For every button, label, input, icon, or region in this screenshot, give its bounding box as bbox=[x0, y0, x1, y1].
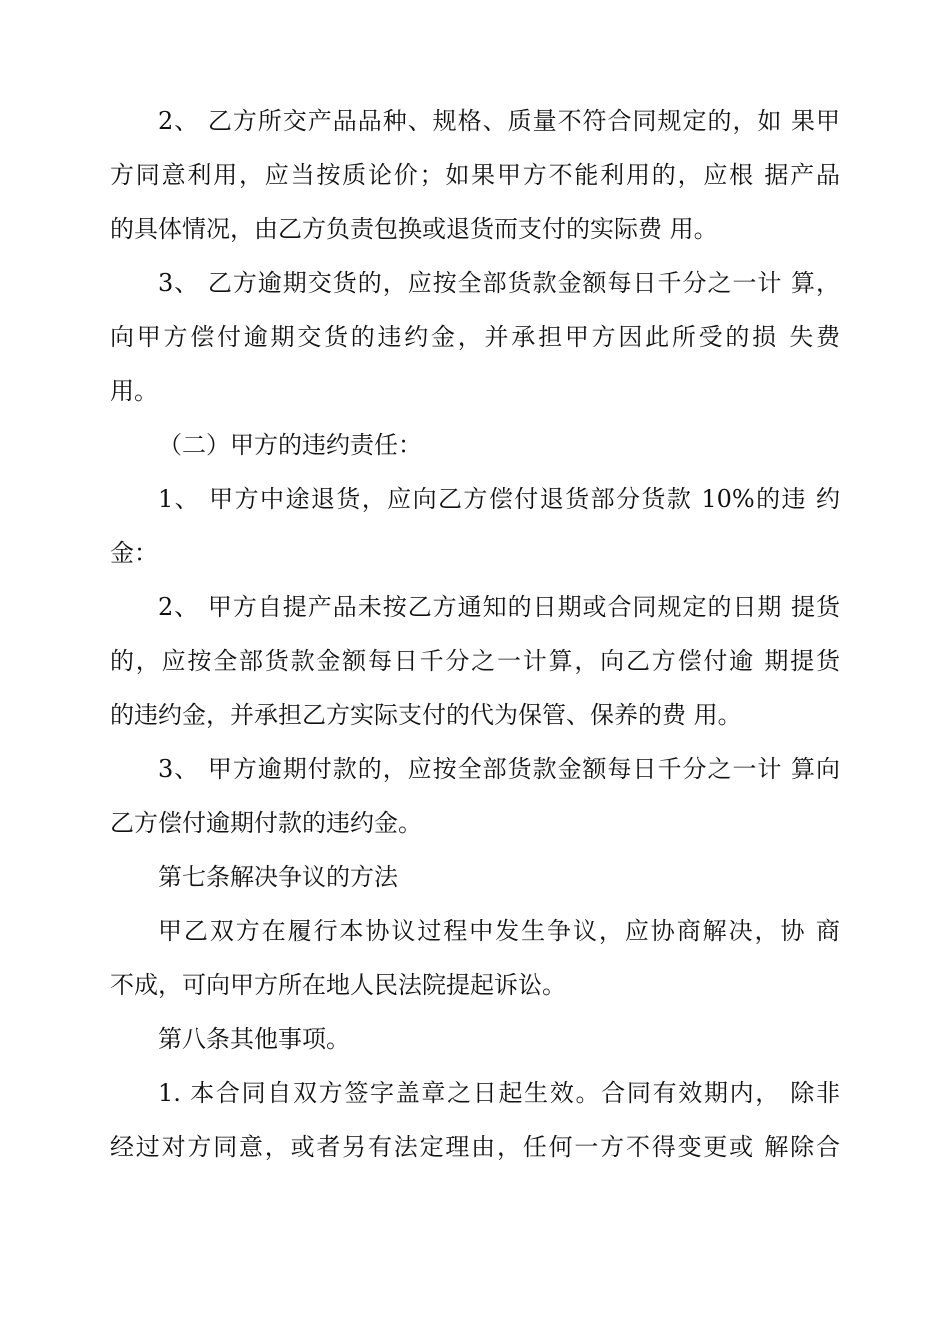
paragraph-contract-effective bbox=[110, 1066, 840, 1174]
article-heading-other-matters bbox=[110, 1012, 840, 1066]
text-line: 甲乙双方在履行本协议过程中发生争议，应协商解决，协 商 bbox=[158, 917, 840, 945]
text-line: 用。 bbox=[110, 377, 158, 405]
paragraph-late-delivery bbox=[110, 256, 840, 418]
text-line: 1. 本合同自双方签字盖章之日起生效。合同有效期内， 除非 bbox=[158, 1079, 840, 1107]
paragraph-dispute-resolution bbox=[110, 904, 840, 1012]
text-line: （二）甲方的违约责任： bbox=[158, 431, 422, 459]
text-line: 不成，可向甲方所在地人民法院提起诉讼。 bbox=[110, 971, 566, 999]
text-line: 1、 甲方中途退货，应向乙方偿付退货部分货款 10%的违 约 bbox=[158, 485, 840, 513]
text-line: 2、 乙方所交产品品种、规格、质量不符合同规定的，如 果甲 bbox=[158, 107, 840, 135]
text-line: 的，应按全部货款金额每日千分之一计算，向乙方偿付逾 期提货 bbox=[110, 647, 840, 675]
text-line: 的具体情况，由乙方负责包换或退货而支付的实际费 用。 bbox=[110, 215, 718, 243]
contract-body bbox=[110, 94, 840, 1174]
text-line: 2、 甲方自提产品未按乙方通知的日期或合同规定的日期 提货 bbox=[158, 593, 840, 621]
text-line: 金： bbox=[110, 539, 158, 567]
paragraph-late-payment bbox=[110, 742, 840, 850]
paragraph-midway-return bbox=[110, 472, 840, 580]
paragraph-late-pickup bbox=[110, 580, 840, 742]
text-line: 的违约金，并承担乙方实际支付的代为保管、保养的费 用。 bbox=[110, 701, 742, 729]
text-line: 乙方偿付逾期付款的违约金。 bbox=[110, 809, 422, 837]
text-line: 第七条解决争议的方法 bbox=[158, 863, 398, 891]
text-line: 方同意利用，应当按质论价；如果甲方不能利用的，应根 据产品 bbox=[110, 161, 840, 189]
text-line: 3、 甲方逾期付款的，应按全部货款金额每日千分之一计 算向 bbox=[158, 755, 840, 783]
paragraph-product-quality bbox=[110, 94, 840, 256]
article-heading-dispute-resolution bbox=[110, 850, 840, 904]
text-line: 向甲方偿付逾期交货的违约金，并承担甲方因此所受的损 失费 bbox=[110, 323, 840, 351]
text-line: 经过对方同意，或者另有法定理由，任何一方不得变更或 解除合 bbox=[110, 1133, 840, 1161]
section-heading-party-a-liability bbox=[110, 418, 840, 472]
text-line: 第八条其他事项。 bbox=[158, 1025, 350, 1053]
text-line: 3、 乙方逾期交货的，应按全部货款金额每日千分之一计 算， bbox=[158, 269, 840, 297]
